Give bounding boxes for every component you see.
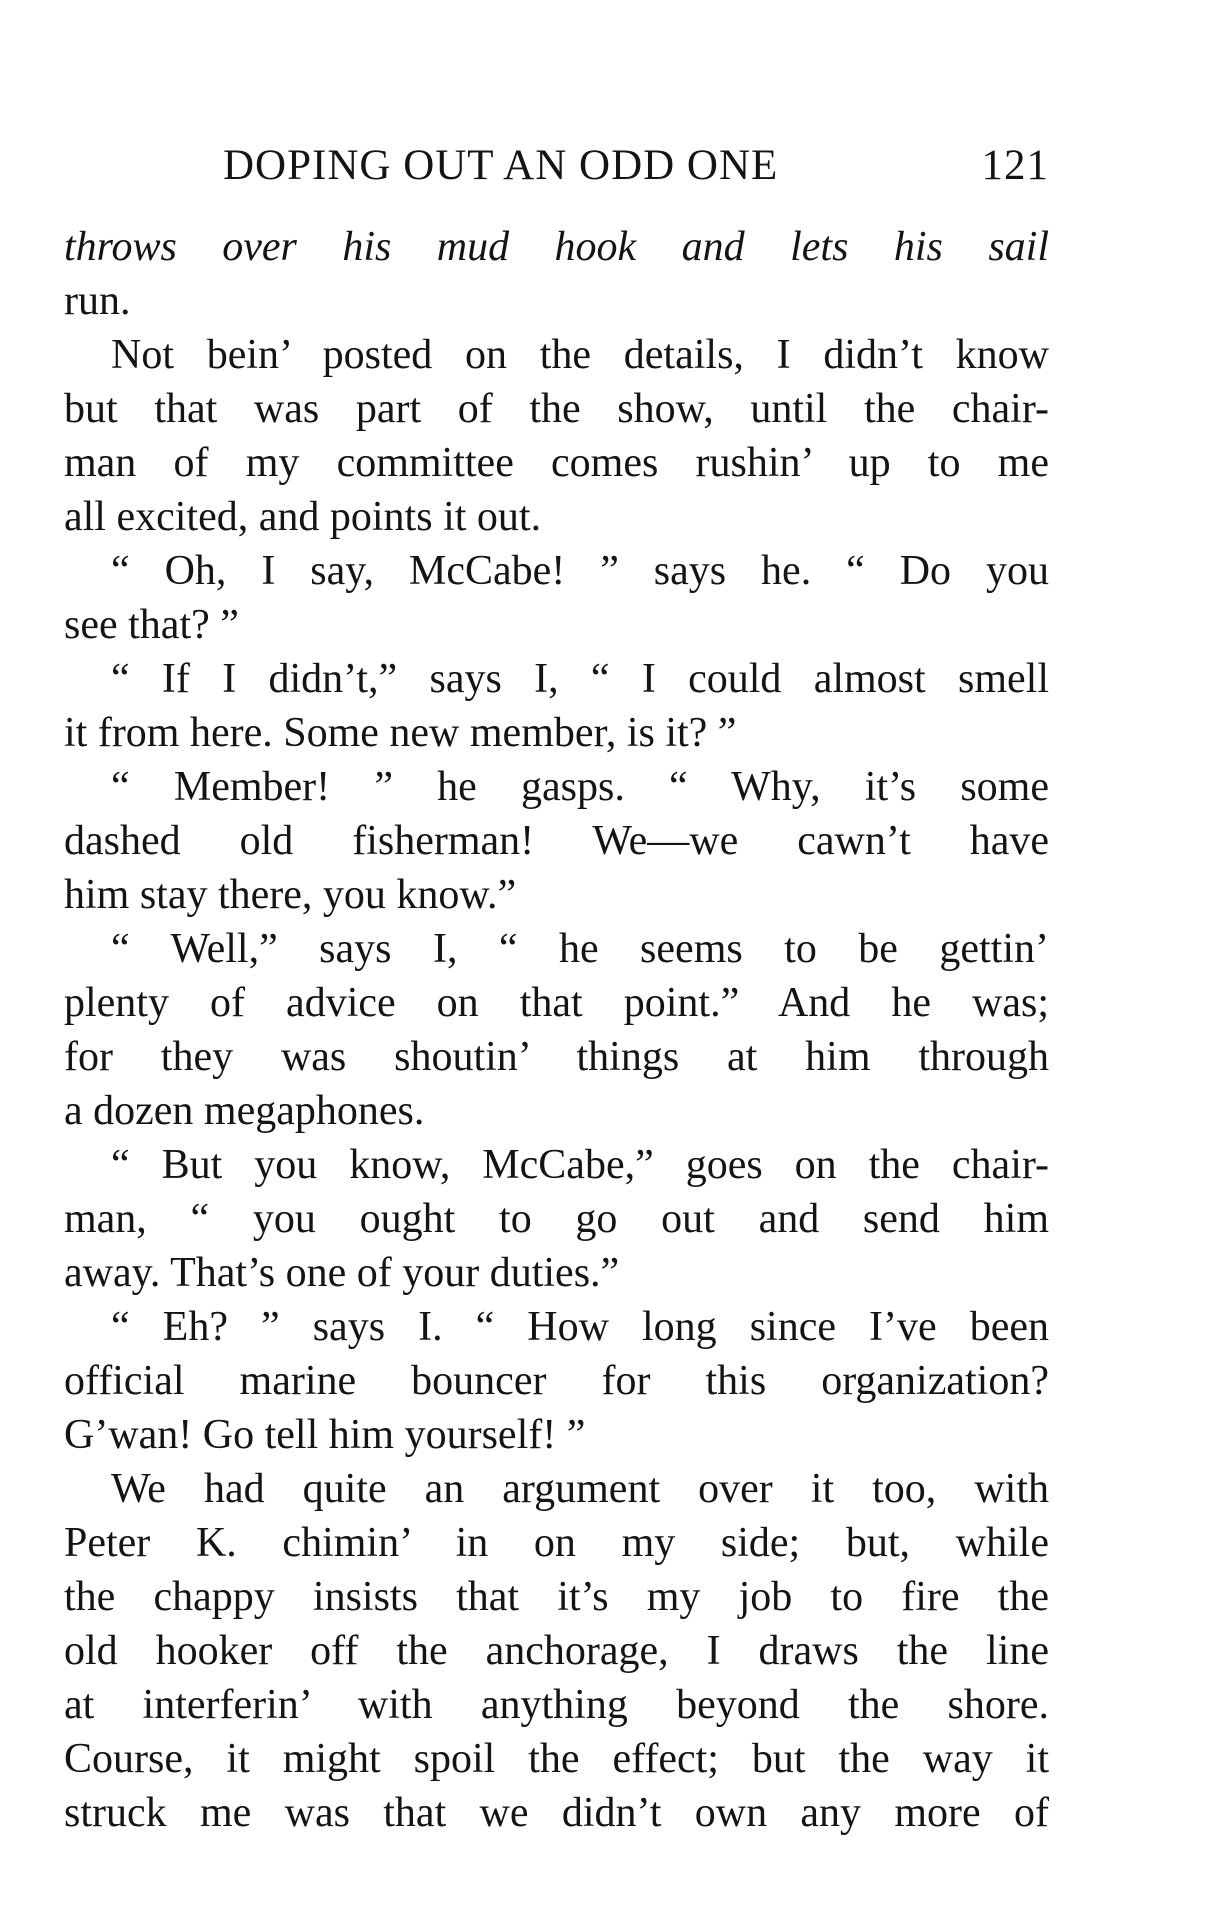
text-line: but that was part of the show, until the chair- — [64, 386, 1049, 432]
text-line: “ But you know, McCabe,” goes on the chair- — [111, 1142, 1049, 1188]
text-line: man of my committee comes rushin’ up to me — [64, 440, 1049, 486]
text-line: We had quite an argument over it too, with — [111, 1466, 1049, 1512]
text-line: “ Well,” says I, “ he seems to be gettin’ — [111, 926, 1049, 972]
text-line: a dozen megaphones. — [64, 1088, 425, 1134]
text-line: plenty of advice on that point.” And he was; — [64, 980, 1049, 1026]
text-line: Not bein’ posted on the details, I didn’t know — [111, 332, 1049, 378]
page-number: 121 — [981, 142, 1049, 189]
text-line: see that? ” — [64, 602, 239, 648]
text-line: him stay there, you know.” — [64, 872, 517, 918]
text-line: run. — [64, 278, 131, 324]
text-line: Course, it might spoil the effect; but the way it — [64, 1736, 1049, 1782]
text-line: away. That’s one of your duties.” — [64, 1250, 620, 1296]
text-line: for they was shoutin’ things at him through — [64, 1034, 1049, 1080]
text-line: throws over his mud hook and lets his sail — [64, 224, 1049, 270]
text-line: “ Eh? ” says I. “ How long since I’ve been — [111, 1304, 1049, 1350]
text-line: old hooker off the anchorage, I draws the line — [64, 1628, 1049, 1674]
running-head — [223, 136, 1049, 196]
text-line: official marine bouncer for this organization? — [64, 1358, 1049, 1404]
text-line: at interferin’ with anything beyond the shore. — [64, 1682, 1049, 1728]
text-line: it from here. Some new member, is it? ” — [64, 710, 737, 756]
text-line: “ If I didn’t,” says I, “ I could almost smell — [111, 656, 1049, 702]
body-text — [64, 220, 1049, 1840]
running-title: DOPING OUT AN ODD ONE — [223, 142, 779, 189]
text-line: all excited, and points it out. — [64, 494, 542, 540]
text-line: the chappy insists that it’s my job to fire the — [64, 1574, 1049, 1620]
text-line: G’wan! Go tell him yourself! ” — [64, 1412, 586, 1458]
text-line: dashed old fisherman! We—we cawn’t have — [64, 818, 1049, 864]
text-line: “ Oh, I say, McCabe! ” says he. “ Do you — [111, 548, 1049, 594]
text-line: Peter K. chimin’ in on my side; but, while — [64, 1520, 1049, 1566]
text-line: man, “ you ought to go out and send him — [64, 1196, 1049, 1242]
text-line: struck me was that we didn’t own any more of — [64, 1790, 1049, 1836]
text-line: “ Member! ” he gasps. “ Why, it’s some — [111, 764, 1049, 810]
